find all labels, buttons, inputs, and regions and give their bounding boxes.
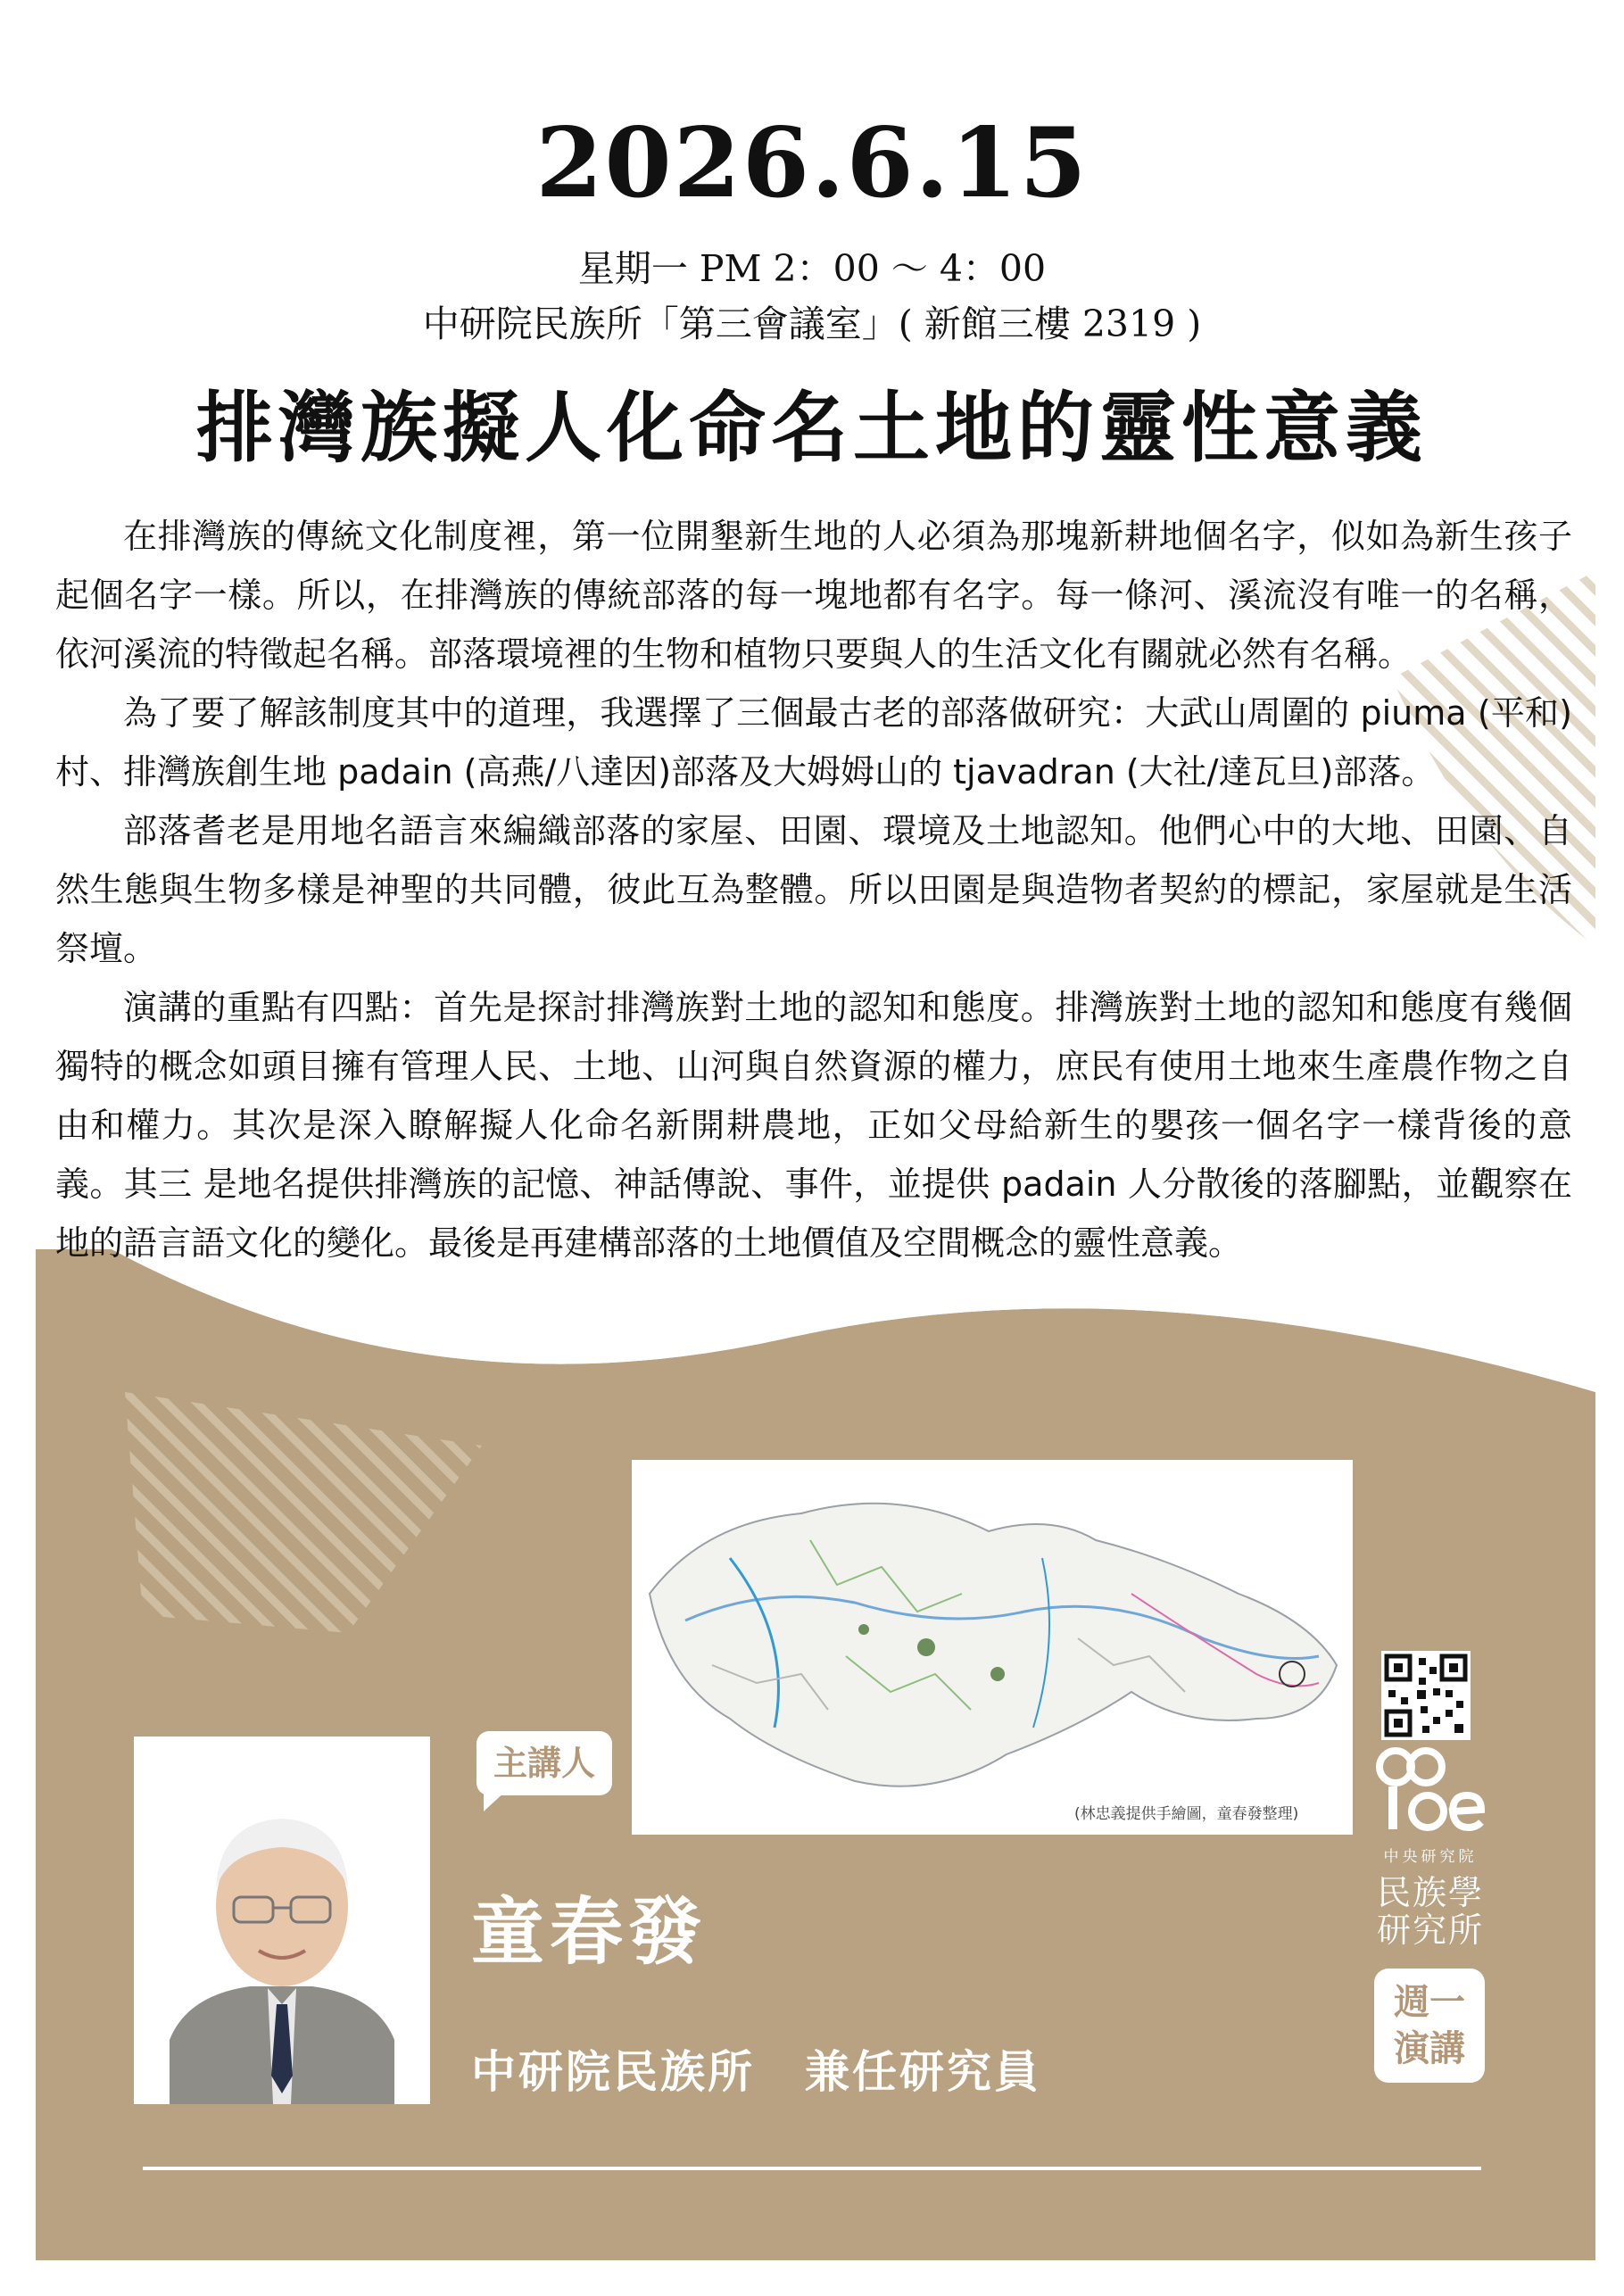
org-name-line: 研究所 <box>1376 1911 1484 1950</box>
speaker-tag: 主講人 <box>476 1731 612 1795</box>
map-caption: (林忠義提供手繪圖，童春發整理) <box>1074 1805 1299 1823</box>
speaker-affiliation: 中研院民族所 <box>471 2046 755 2098</box>
qr-code[interactable] <box>1381 1651 1471 1740</box>
org-name <box>1363 1874 1497 1949</box>
bottom-divider <box>143 2167 1481 2170</box>
abstract-paragraph: 為了要了解該制度其中的道理，我選擇了三個最古老的部落做研究：大武山周圍的 piuma (平和)村、排灣族創生地 padain (高燕/八達因)部落及大姆姆山的 tjavadran (大社/達瓦旦)部落。 <box>55 693 1572 792</box>
speaker-tag-tail <box>484 1790 510 1813</box>
speaker-portrait <box>134 1737 430 2104</box>
institute-logo-icon <box>1371 1740 1487 1838</box>
event-date: 2026.6.15 <box>535 107 1089 220</box>
institute-logo <box>1371 1740 1487 1838</box>
decorative-dot <box>871 1397 907 1433</box>
abstract-paragraph: 演講的重點有四點：首先是探討排灣族對土地的認知和態度。排灣族對土地的認知和態度有幾個獨特的概念如頭目擁有管理人民、土地、山河與自然資源的權力，庶民有使用土地來生產農作物之自由和權力。其次是深入瞭解擬人化命名新開耕農地，正如父母給新生的嬰孩一個名字一樣背後的意義。其三 是地名提供排灣族的記憶、神話傳說、事件，並提供 padain 人分散後的落腳點，並觀察在地的語言語文化的變化。最後是再建構部落的土地價值及空間概念的靈性意義。 <box>55 988 1572 1263</box>
decorative-dot <box>794 1397 830 1433</box>
qr-code-icon <box>1381 1651 1471 1740</box>
org-parent-name: 中央研究院 <box>1383 1848 1478 1866</box>
speaker-position: 兼任研究員 <box>805 2046 1041 2098</box>
event-venue: 中研院民族所「第三會議室」( 新館三樓 2319 ) <box>422 303 1202 345</box>
org-name-line: 民族學 <box>1376 1873 1484 1912</box>
speaker-photo <box>134 1737 430 2104</box>
abstract <box>55 507 1572 1272</box>
event-time: 星期一 PM 2：00 ～ 4：00 <box>577 247 1047 290</box>
series-badge <box>1374 1969 1485 2083</box>
decorative-dot <box>717 1397 753 1433</box>
series-badge-line: 演講 <box>1394 2028 1465 2069</box>
speaker-name: 童春發 <box>471 1890 708 1975</box>
tribal-land-map <box>632 1460 1353 1835</box>
speaker-affiliation-line <box>471 2036 1041 2101</box>
abstract-paragraph: 在排灣族的傳統文化制度裡，第一位開墾新生地的人必須為那塊新耕地個名字，似如為新生孩子起個名字一樣。所以，在排灣族的傳統部落的每一塊地都有名字。每一條河、溪流沒有唯一的名稱，依河溪流的特徵起名稱。部落環境裡的生物和植物只要與人的生活文化有關就必然有名稱。 <box>55 517 1572 674</box>
series-badge-line: 週一 <box>1394 1982 1465 2023</box>
abstract-paragraph: 部落耆老是用地名語言來編織部落的家屋、田園、環境及土地認知。他們心中的大地、田園、自然生態與生物多樣是神聖的共同體，彼此互為整體。所以田園是與造物者契約的標記，家屋就是生活祭壇。 <box>55 811 1572 968</box>
map-drawing <box>632 1460 1353 1835</box>
talk-title: 排灣族擬人化命名土地的靈性意義 <box>196 384 1428 473</box>
